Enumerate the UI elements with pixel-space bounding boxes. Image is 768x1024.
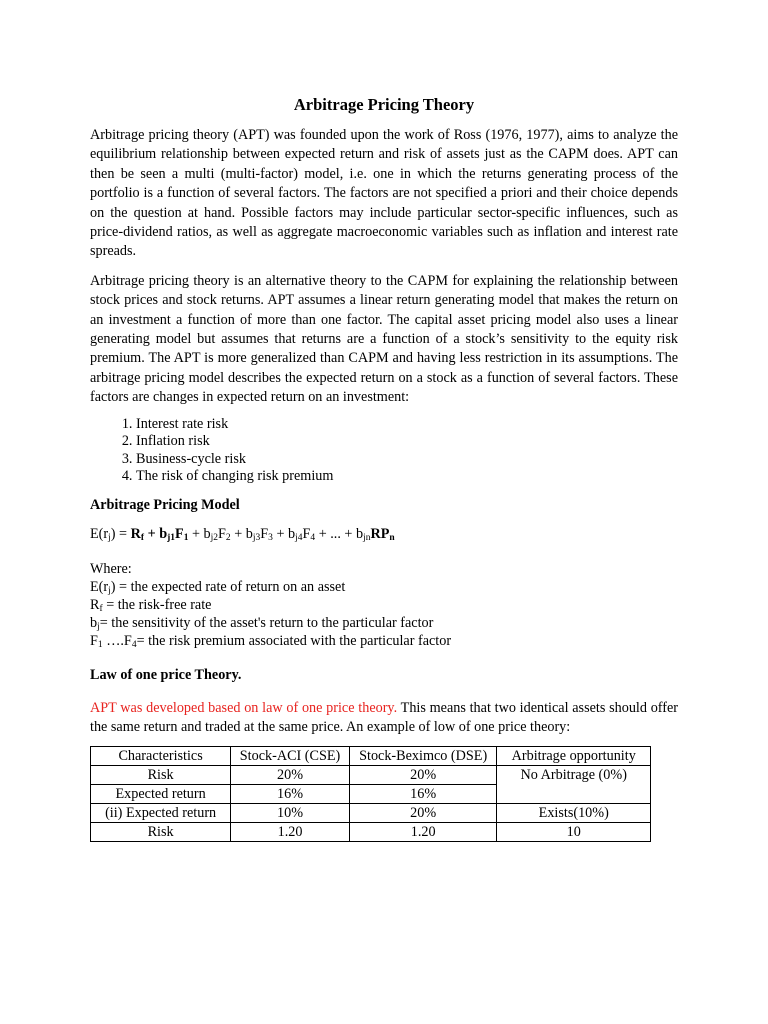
list-item: 3. Business-cycle risk	[136, 451, 678, 469]
table-header-cell: Characteristics	[91, 746, 231, 765]
highlighted-text: APT was developed based on law of one price theory.	[90, 699, 398, 716]
list-item: 4. The risk of changing risk premium	[136, 468, 678, 486]
table-row	[91, 822, 651, 841]
list-item: 2. Inflation risk	[136, 433, 678, 451]
law-paragraph: APT was developed based on law of one price theory. This means that two identical assets should offer the same return and traded at the same price. An example of low of one price theory:	[90, 699, 678, 736]
table-cell: 16%	[349, 784, 497, 803]
table-cell: 1.20	[349, 822, 497, 841]
table-cell: 20%	[349, 765, 497, 784]
definition-expected-return: $E(r_j)$ = the expected rate of return on an asset	[90, 578, 346, 596]
table-cell: 10%	[231, 803, 350, 822]
arbitrage-table	[90, 746, 651, 842]
apt-capm-paragraph: Arbitrage pricing theory is an alternative theory to the CAPM for explaining the relationship between stock prices and stock returns. APT assumes a linear return generating model that makes the return on an investment a function of more than one factor. The capital asset pricing model also uses a linear generating model but assumes that returns are a function of a stock’s sensitivity to the equity risk premium. The APT is more generalized than CAPM and having less restriction in its assumptions. The arbitrage pricing model describes the expected return on a stock as a function of several factors. These factors are changes in expected return on an investment:	[90, 272, 678, 406]
list-item: 1. Interest rate risk	[136, 416, 678, 434]
table-header-cell: Stock-Beximco (DSE)	[349, 746, 497, 765]
table-cell: 16%	[231, 784, 350, 803]
table-cell: 20%	[231, 765, 350, 784]
table-cell: Risk	[91, 822, 231, 841]
formula-definitions	[90, 560, 678, 650]
table-cell: 20%	[349, 803, 497, 822]
table-header-cell: Stock-ACI (CSE)	[231, 746, 350, 765]
table-cell: 10	[497, 822, 651, 841]
page-title: Arbitrage Pricing Theory	[293, 95, 475, 114]
table-row	[91, 803, 651, 822]
table-cell-merged: No Arbitrage (0%)	[497, 765, 651, 803]
table-row	[91, 765, 651, 784]
law-heading: Law of one price Theory.	[90, 666, 242, 683]
table-cell: Risk	[91, 765, 231, 784]
model-heading: Arbitrage Pricing Model	[90, 496, 240, 513]
table-cell: 1.20	[231, 822, 350, 841]
intro-paragraph: Arbitrage pricing theory (APT) was founded upon the work of Ross (1976, 1977), aims to analyze the equilibrium relationship between expected return and risk of assets just as the CAPM does. APT can then be seen a multi (multi-factor) model, i.e. one in which the returns generating process of the portfolio is a function of several factors. The factors are not specified a priori and their choice depends on the question at hand. Possible factors may include particular sector-specific influences, such as price-dividend ratios, as well as aggregate macroeconomic variables such as inflation and interest rate spreads.	[90, 127, 678, 260]
definition-sensitivity: $b_j=$ the sensitivity of the asset's return to the particular factor	[90, 614, 434, 632]
table-header-row	[91, 746, 651, 765]
document-body	[90, 94, 678, 842]
risk-list	[90, 416, 678, 486]
where-label: Where:	[90, 560, 132, 577]
table-cell: Expected return	[91, 784, 231, 803]
definition-risk-free: $R_f$ = the risk-free rate	[90, 596, 212, 614]
table-header-cell: Arbitrage opportunity	[497, 746, 651, 765]
definition-risk-premium: $F_1$ $\dots.F_4=$ the risk premium associated with the particular factor	[90, 632, 452, 650]
table-cell: (ii) Expected return	[91, 803, 231, 822]
apt-formula: $E(r_j) = R_f + b_{j1}F_1 + b_{j2}F_2 + b_{j3}F_3 + b_{j4}F_4$ + ... + $b_{jn}RP_n$	[90, 525, 395, 543]
table-cell-merged: Exists(10%)	[497, 803, 651, 822]
